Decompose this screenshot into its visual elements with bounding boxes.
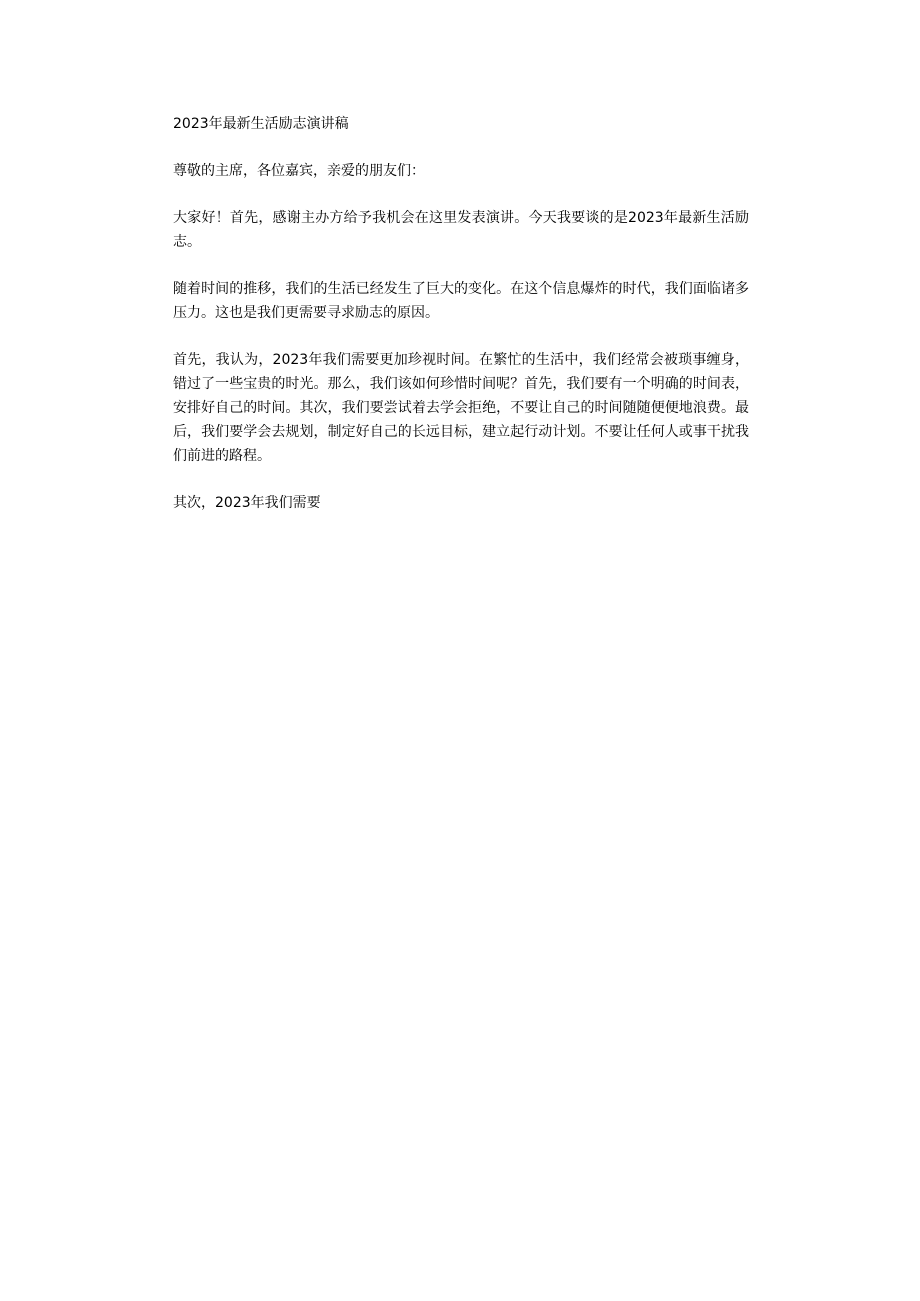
- paragraph-greeting: 大家好！首先，感谢主办方给予我机会在这里发表演讲。今天我要谈的是2023年最新生活励志。: [173, 210, 749, 250]
- salutation: 尊敬的主席，各位嘉宾，亲爱的朋友们：: [173, 163, 425, 179]
- paragraph-next: 其次，2023年我们需要: [173, 495, 321, 511]
- document-body: [173, 112, 749, 515]
- paragraph-context: 随着时间的推移，我们的生活已经发生了巨大的变化。在这个信息爆炸的时代，我们面临诸多压力。这也是我们更需要寻求励志的原因。: [173, 281, 749, 321]
- document-title: 2023年最新生活励志演讲稿: [173, 116, 349, 132]
- paragraph-time: 首先，我认为，2023年我们需要更加珍视时间。在繁忙的生活中，我们经常会被琐事缠身，错过了一些宝贵的时光。那么，我们该如何珍惜时间呢？首先，我们要有一个明确的时间表，安排好自己的时间。其次，我们要尝试着去学会拒绝，不要让自己的时间随随便便地浪费。最后，我们要学会去规划，制定好自己的长远目标，建立起行动计划。不要让任何人或事干扰我们前进的路程。: [173, 352, 749, 464]
